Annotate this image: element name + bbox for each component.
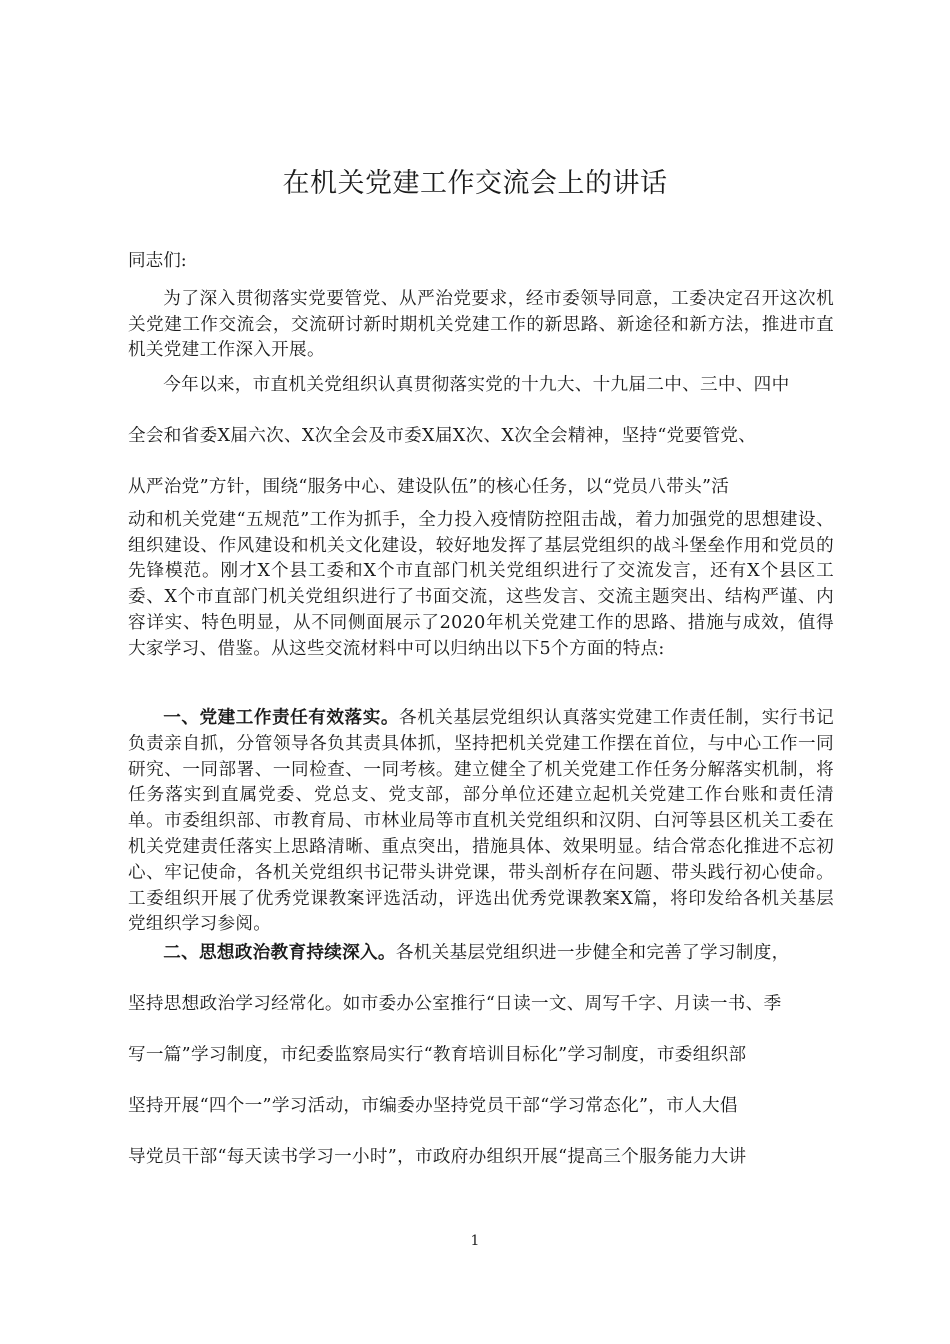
document-title: 在机关党建工作交流会上的讲话 [282,168,668,199]
paragraph-intro [128,287,834,364]
section-one-heading: 一、党建工作责任有效落实。 [163,708,399,728]
paragraph-review-line: 全会和省委X届六次、X次全会及市委X届X次、X次全会精神，坚持“党要管党、 [128,426,757,446]
section-two-line: 写一篇”学习制度，市纪委监察局实行“教育培训目标化”学习制度，市委组织部 [128,1045,747,1065]
salutation: 同志们: [128,251,187,271]
paragraph-review-continued [128,508,834,662]
section-one-paragraph [128,706,834,938]
section-two-first-text: 各机关基层党组织进一步健全和完善了学习制度， [395,943,790,963]
paragraph-review-rest: 动和机关党建“五规范”工作为抓手，全力投入疫情防控阻击战，着力加强党的思想建设、组织建设、作风建设和机关文化建设，较好地发挥了基层党组织的战斗堡垒作用和党员的先锋模范。刚才X个县工委和X个市直部门机关党组织进行了交流发言，还有X个县区工委、X个市直部门机关党组织进行了书面交流，这些发言、交流主题突出、结构严谨、内容详实、特色明显，从不同侧面展示了2020年机关党建工作的思路、措施与成效，值得大家学习、借鉴。从这些交流材料中可以归纳出以下5个方面的特点: [128,510,834,659]
section-two-line: 坚持思想政治学习经常化。如市委办公室推行“日读一文、周写千字、月读一书、季 [128,994,782,1014]
section-two-line: 导党员干部“每天读书学习一小时”，市政府办组织开展“提高三个服务能力大讲 [128,1147,747,1167]
paragraph-review-lines [128,372,834,525]
page-number: 1 [470,1233,480,1249]
section-two [128,940,834,1195]
paragraph-intro-text: 为了深入贯彻落实党要管党、从严治党要求，经市委领导同意，工委决定召开这次机关党建工作交流会，交流研讨新时期机关党建工作的新思路、新途径和新方法，推进市直机关党建工作深入开展。 [128,289,834,360]
section-two-line: 坚持开展“四个一”学习活动，市编委办坚持党员干部“学习常态化”，市人大倡 [128,1096,738,1116]
paragraph-review-line: 今年以来，市直机关党组织认真贯彻落实党的十九大、十九届二中、三中、四中 [163,375,790,395]
section-one-text: 各机关基层党组织认真落实党建工作责任制，实行书记负责亲自抓，分管领导各负其责具体抓，坚持把机关党建工作摆在首位，与中心工作一同研究、一同部署、一同检查、一同考核。建立健全了机关党建工作任务分解落实机制，将任务落实到直属党委、党总支、党支部，部分单位还建立起机关党建工作台账和责任清单。市委组织部、市教育局、市林业局等市直机关党组织和汉阴、白河等县区机关工委在机关党建责任落实上思路清晰、重点突出，措施具体、效果明显。结合常态化推进不忘初心、牢记使命，各机关党组织书记带头讲党课，带头剖析存在问题、带头践行初心使命。工委组织开展了优秀党课教案评选活动，评选出优秀党课教案X篇，将印发给各机关基层党组织学习参阅。 [128,708,835,935]
section-two-heading: 二、思想政治教育持续深入。 [163,943,396,963]
paragraph-review-line: 从严治党”方针，围绕“服务中心、建设队伍”的核心任务，以“党员八带头”活 [128,477,730,497]
section-one [128,706,834,938]
section-two-first-line [128,940,834,991]
